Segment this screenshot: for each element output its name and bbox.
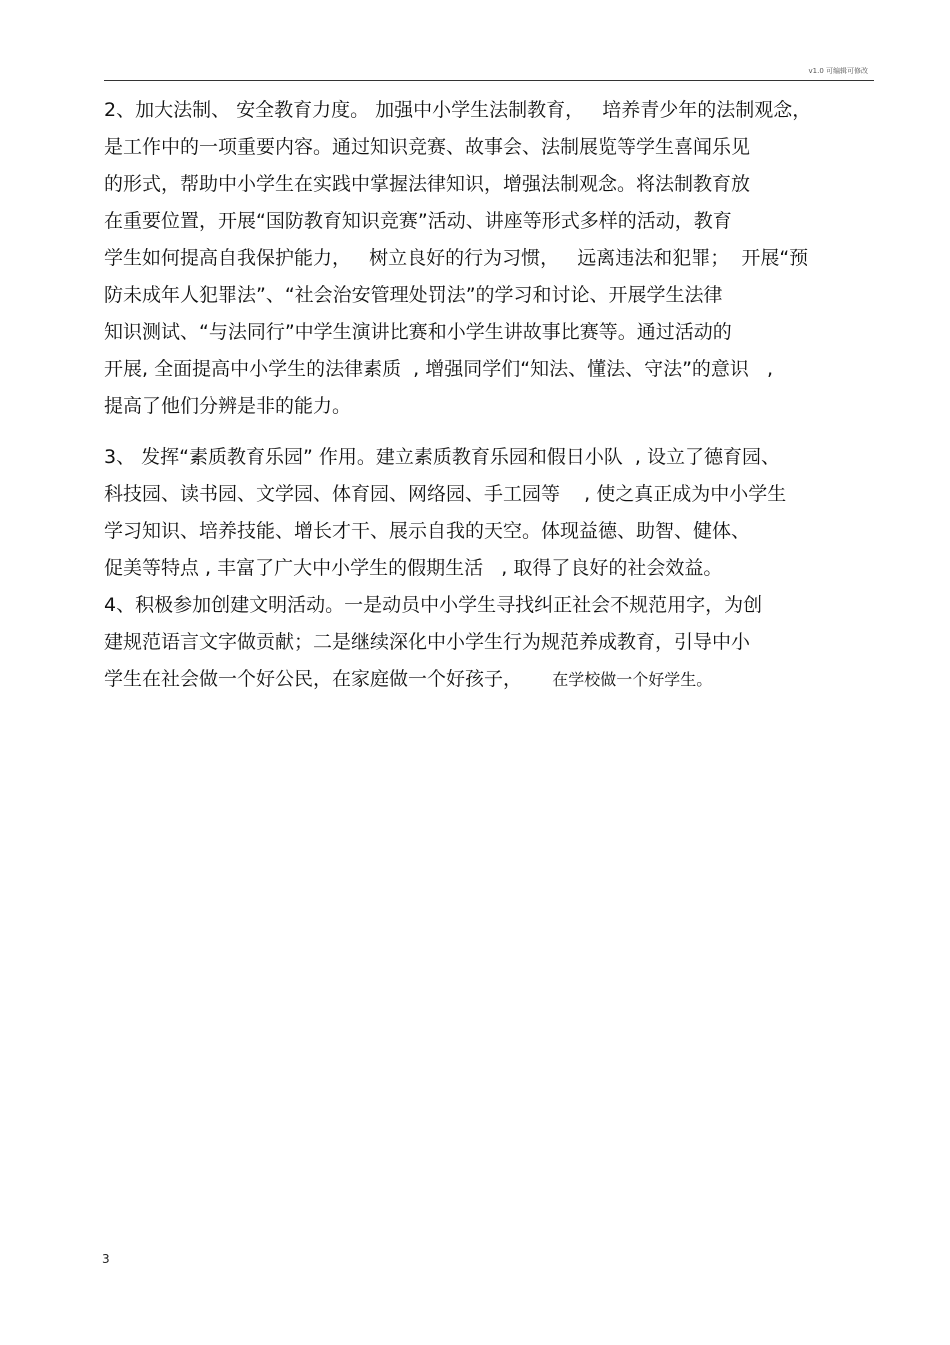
text-line: 4、积极参加创建文明活动。一是动员中小学生寻找纠正社会不规范用字，为创 [104, 594, 763, 616]
page-number: 3 [102, 1252, 110, 1266]
paragraph-legal-education [104, 92, 884, 425]
text-line-tail: 在学校做一个好学生。 [552, 670, 713, 689]
text-line: 学生如何提高自我保护能力， 树立良好的行为习惯， 远离违法和犯罪； 开展“预 [104, 247, 809, 269]
paragraph-gap [104, 425, 884, 439]
header-version-label: v1.0 可编辑可修改 [808, 67, 868, 75]
header-divider [104, 80, 874, 81]
text-line: 建规范语言文字做贡献；二是继续深化中小学生行为规范养成教育，引导中小 [104, 631, 751, 653]
text-line: 的形式，帮助中小学生在实践中掌握法律知识，增强法制观念。将法制教育放 [104, 173, 751, 195]
text-line: 科技园、读书园、文学园、体育园、网络园、手工园等 , 使之真正成为中小学生 [104, 483, 787, 505]
text-line-main: 学生在社会做一个好公民，在家庭做一个好孩子， [104, 668, 553, 690]
text-line: 在重要位置，开展“国防教育知识竞赛”活动、讲座等形式多样的活动，教育 [104, 210, 732, 232]
text-line-last [104, 661, 884, 698]
text-line: 防未成年人犯罪法”、“社会治安管理处罚法”的学习和讨论、开展学生法律 [104, 284, 723, 306]
text-line: 2、加大法制、 安全教育力度。 加强中小学生法制教育， 培养青少年的法制观念， [104, 99, 812, 121]
text-line: 促美等特点 , 丰富了广大中小学生的假期生活 , 取得了良好的社会效益。 [104, 557, 723, 579]
text-line: 开展, 全面提高中小学生的法律素质 , 增强同学们“知法、懂法、守法”的意识 , [104, 358, 774, 380]
paragraph-quality-education [104, 439, 884, 698]
text-line: 学习知识、培养技能、增长才干、展示自我的天空。体现益德、助智、健体、 [104, 520, 751, 542]
text-line: 3、 发挥“素质教育乐园” 作用。建立素质教育乐园和假日小队 , 设立了德育园、 [104, 446, 781, 468]
document-body [104, 92, 884, 698]
text-line: 是工作中的一项重要内容。通过知识竞赛、故事会、法制展览等学生喜闻乐见 [104, 136, 751, 158]
text-line: 提高了他们分辨是非的能力。 [104, 395, 352, 417]
text-line: 知识测试、“与法同行”中学生演讲比赛和小学生讲故事比赛等。通过活动的 [104, 321, 732, 343]
